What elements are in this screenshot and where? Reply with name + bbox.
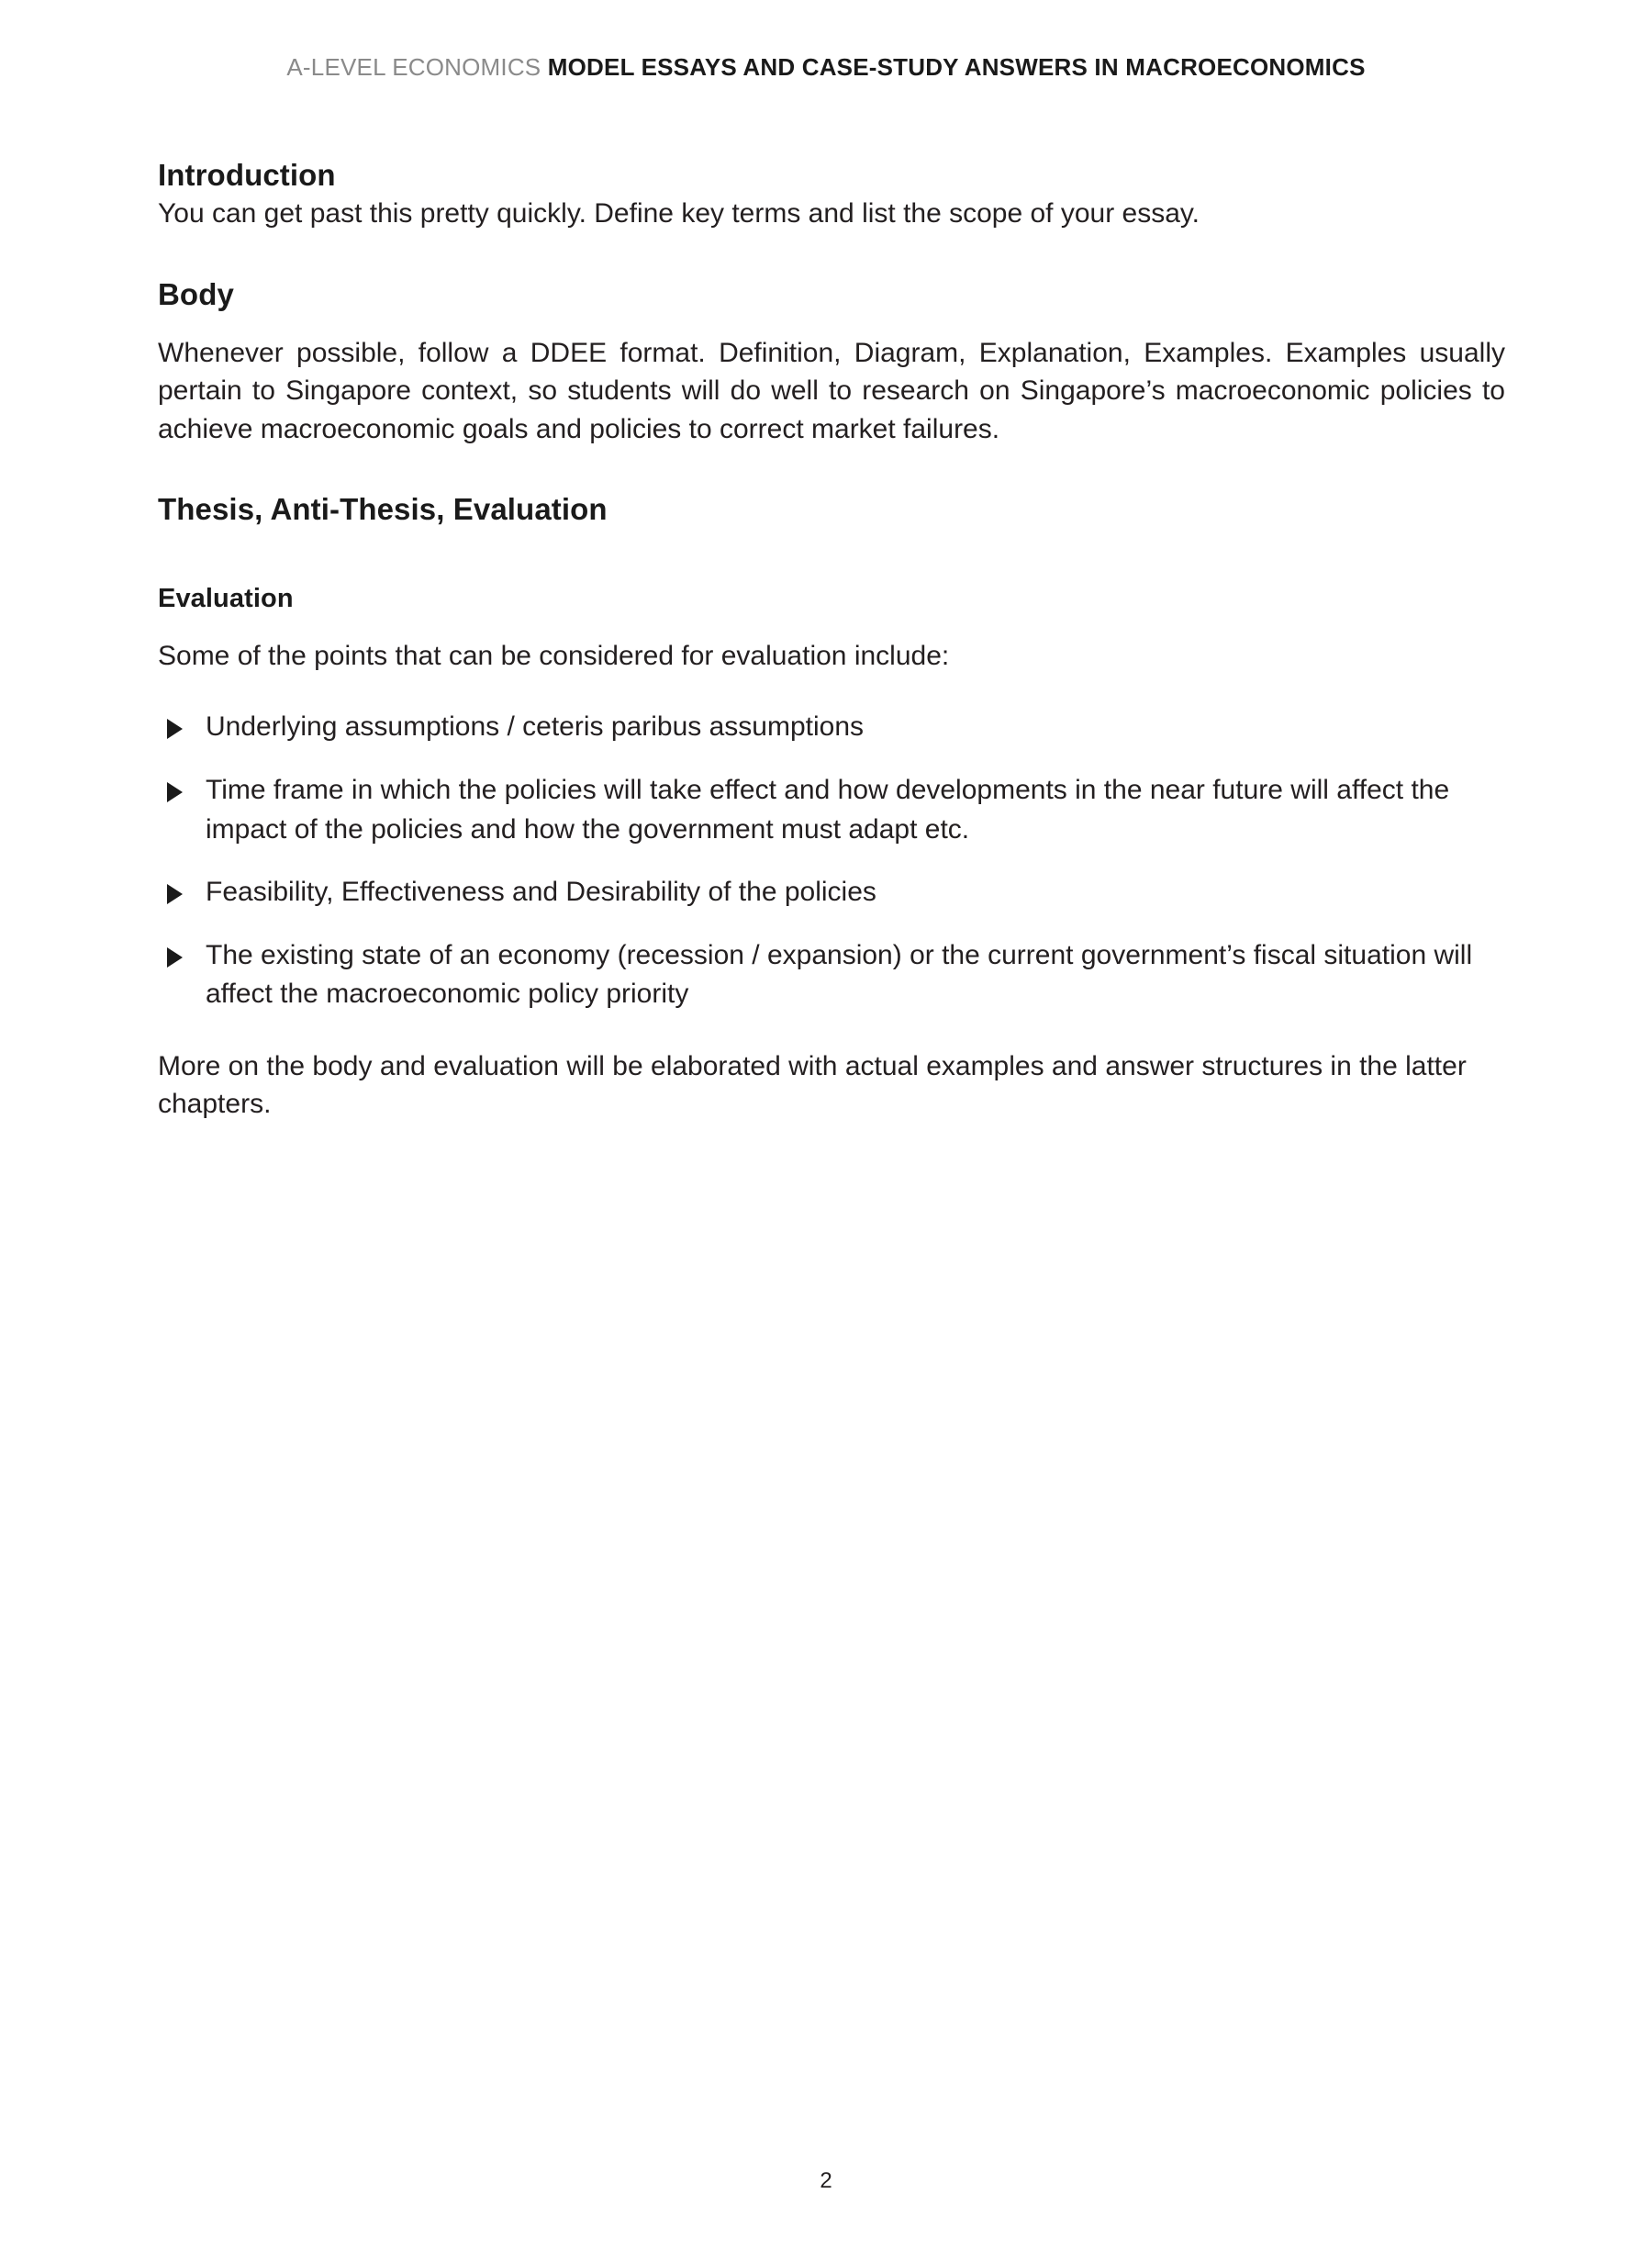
paragraph-introduction: You can get past this pretty quickly. Define key terms and list the scope of your essay.: [158, 198, 1200, 229]
spacer: [158, 448, 1505, 490]
heading-introduction: Introduction: [158, 158, 336, 192]
paragraph-evaluation-intro: Some of the points that can be considered for evaluation include:: [158, 640, 950, 671]
list-item: [158, 873, 1505, 912]
triangle-bullet-icon: [167, 782, 183, 802]
list-item: [158, 708, 1505, 747]
evaluation-bullet-list: [158, 708, 1505, 1014]
list-item-label: Feasibility, Effectiveness and Desirability of the policies: [206, 877, 876, 908]
heading-evaluation: Evaluation: [158, 584, 294, 614]
spacer: [158, 617, 1505, 637]
heading-body: Body: [158, 276, 234, 311]
document-content: [158, 156, 1505, 1124]
spacer: [158, 675, 1505, 708]
list-item-label: Underlying assumptions / ceteris paribus assumptions: [206, 711, 864, 743]
heading-thesis-anti-thesis-evaluation: Thesis, Anti-Thesis, Evaluation: [158, 492, 608, 527]
running-header: [0, 53, 1652, 82]
spacer: [158, 314, 1505, 334]
spacer: [158, 529, 1505, 582]
triangle-bullet-icon: [167, 719, 183, 739]
spacer: [158, 1014, 1505, 1047]
list-item-label: Time frame in which the policies will take effect and how developments in the near future will affect the impact of the policies and how the government must adapt etc.: [206, 774, 1450, 845]
list-item: [158, 771, 1505, 849]
spacer: [158, 233, 1505, 275]
paragraph-evaluation-closing: More on the body and evaluation will be elaborated with actual examples and answer structures in the latter chapters.: [158, 1050, 1467, 1120]
paragraph-body: Whenever possible, follow a DDEE format. Definition, Diagram, Explanation, Examples. Examples usually pertain to Singapore context, so students will do well to research on Singapore’s macroeconomic policies to achieve macroeconomic goals and policies to correct market failures.: [158, 337, 1505, 444]
page-number: 2: [820, 2168, 832, 2193]
list-item: [158, 936, 1505, 1014]
running-header-chapter-title: MODEL ESSAYS AND CASE-STUDY ANSWERS IN MACROECONOMICS: [541, 53, 1366, 81]
triangle-bullet-icon: [167, 947, 183, 968]
triangle-bullet-icon: [167, 884, 183, 904]
running-header-book-title: A-LEVEL ECONOMICS: [286, 53, 541, 81]
list-item-label: The existing state of an economy (recession / expansion) or the current government’s fiscal situation will affect the macroeconomic policy priority: [206, 939, 1473, 1010]
